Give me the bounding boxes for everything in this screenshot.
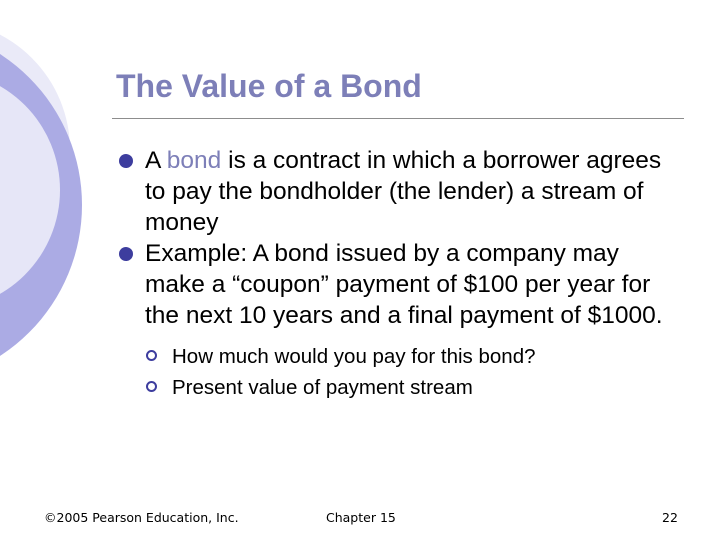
footer-page-number: 22 xyxy=(662,510,678,525)
bullet-item-bond-definition xyxy=(118,145,678,238)
sub-bullet-text: How much would you pay for this bond? xyxy=(172,345,536,368)
bullet-item-example xyxy=(118,238,678,403)
sub-bullet-text: Present value of payment stream xyxy=(172,376,473,399)
title-underline xyxy=(112,118,684,119)
footer-copyright: ©2005 Pearson Education, Inc. xyxy=(44,510,239,525)
bullet-list xyxy=(118,145,678,403)
ring-bullet-icon xyxy=(146,350,157,361)
filled-bullet-icon xyxy=(119,154,133,168)
sub-bullet-item xyxy=(145,341,678,372)
ring-bullet-icon xyxy=(146,381,157,392)
sub-bullet-item xyxy=(145,372,678,403)
bullet-prefix: A xyxy=(145,147,167,174)
bullet-text: Example: A bond issued by a company may make a “coupon” payment of $100 per year for the next 10 years and a final payment of $1000. xyxy=(145,240,663,329)
slide-title: The Value of a Bond xyxy=(116,68,422,104)
sub-bullet-list xyxy=(145,341,678,403)
filled-bullet-icon xyxy=(119,247,133,261)
footer-chapter: Chapter 15 xyxy=(326,510,396,525)
bond-keyword: bond xyxy=(166,147,222,174)
bullet-text: is a contract in which a borrower agrees to pay the bondholder (the lender) a stream of money xyxy=(145,147,662,236)
